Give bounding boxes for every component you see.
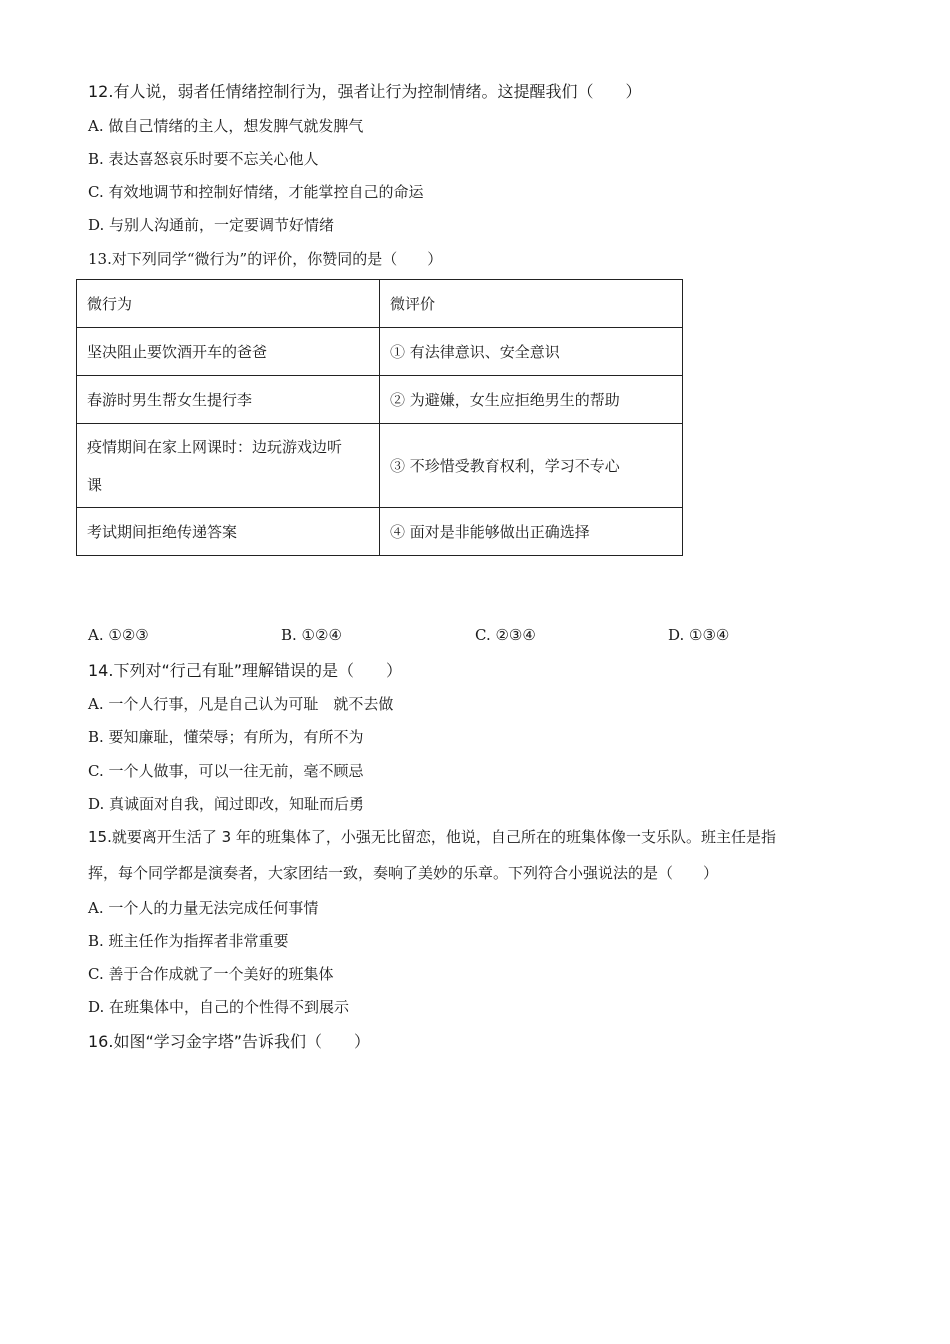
table-row bbox=[77, 424, 683, 508]
table-cell: 疫情期间在家上网课时：边玩游戏边听课 bbox=[77, 424, 380, 508]
table-row bbox=[77, 376, 683, 424]
q13-choice-c: C. ②③④ bbox=[475, 626, 536, 644]
q12-stem: 12.有人说，弱者任情绪控制行为，强者让行为控制情绪。这提醒我们（ ） bbox=[88, 82, 642, 101]
table-cell: 春游时男生帮女生提行李 bbox=[77, 376, 380, 424]
q13-evaluation-table bbox=[76, 279, 683, 556]
table-cell: ② 为避嫌，女生应拒绝男生的帮助 bbox=[380, 376, 683, 424]
q13-choice-a: A. ①②③ bbox=[88, 626, 149, 644]
q14-option-c: C. 一个人做事，可以一往无前，毫不顾忌 bbox=[88, 762, 364, 780]
q15-stem-line1: 15.就要离开生活了 3 年的班集体了，小强无比留恋，他说，自己所在的班集体像一支乐队。班主任是指 bbox=[88, 828, 776, 846]
q12-option-b: B. 表达喜怒哀乐时要不忘关心他人 bbox=[88, 150, 319, 168]
table-cell: ④ 面对是非能够做出正确选择 bbox=[380, 508, 683, 556]
table-row bbox=[77, 508, 683, 556]
table-cell: 考试期间拒绝传递答案 bbox=[77, 508, 380, 556]
q16-stem: 16.如图“学习金字塔”告诉我们（ ） bbox=[88, 1032, 371, 1051]
table-header-evaluation: 微评价 bbox=[380, 280, 683, 328]
q14-option-d: D. 真诚面对自我，闻过即改，知耻而后勇 bbox=[88, 795, 365, 813]
table-header-behavior: 微行为 bbox=[77, 280, 380, 328]
q15-option-d: D. 在班集体中，自己的个性得不到展示 bbox=[88, 998, 350, 1016]
table-cell: ③ 不珍惜受教育权利，学习不专心 bbox=[380, 424, 683, 508]
q13-choice-d: D. ①③④ bbox=[668, 626, 730, 644]
q15-option-b: B. 班主任作为指挥者非常重要 bbox=[88, 932, 289, 950]
q14-option-a: A. 一个人行事，凡是自己认为可耻 就不去做 bbox=[88, 695, 394, 713]
table-cell: 坚决阻止要饮酒开车的爸爸 bbox=[77, 328, 380, 376]
q14-option-b: B. 要知廉耻，懂荣辱；有所为，有所不为 bbox=[88, 728, 364, 746]
q12-option-c: C. 有效地调节和控制好情绪，才能掌控自己的命运 bbox=[88, 183, 424, 201]
table-cell: ① 有法律意识、安全意识 bbox=[380, 328, 683, 376]
q13-stem: 13.对下列同学“微行为”的评价，你赞同的是（ ） bbox=[88, 250, 443, 268]
q12-option-a: A. 做自己情绪的主人，想发脾气就发脾气 bbox=[88, 117, 364, 135]
q15-stem-line2: 挥，每个同学都是演奏者，大家团结一致，奏响了美妙的乐章。下列符合小强说法的是（ ） bbox=[88, 864, 719, 882]
q15-option-c: C. 善于合作成就了一个美好的班集体 bbox=[88, 965, 334, 983]
q12-option-d: D. 与别人沟通前，一定要调节好情绪 bbox=[88, 216, 335, 234]
table-header-row bbox=[77, 280, 683, 328]
table-row bbox=[77, 328, 683, 376]
q14-stem: 14.下列对“行己有耻”理解错误的是（ ） bbox=[88, 661, 403, 680]
q15-option-a: A. 一个人的力量无法完成任何事情 bbox=[88, 899, 319, 917]
q13-choice-b: B. ①②④ bbox=[281, 626, 342, 644]
